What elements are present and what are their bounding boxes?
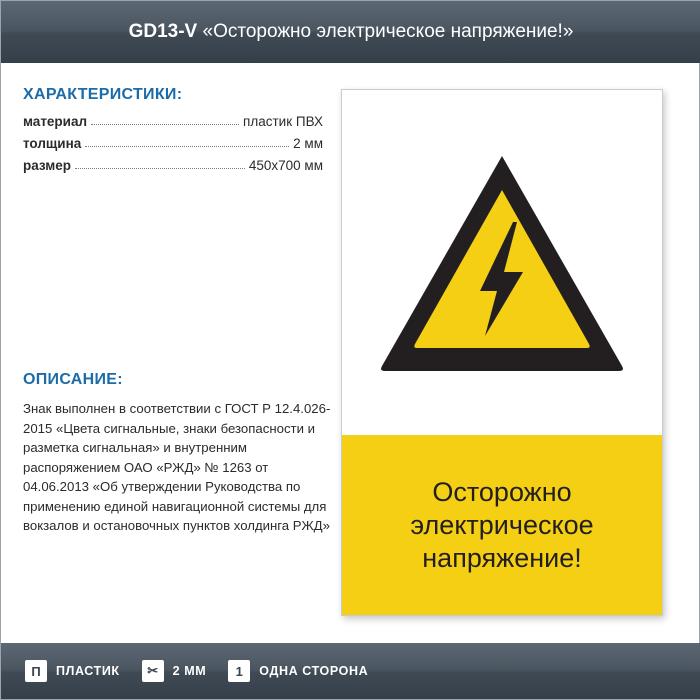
footer-label: 2 ММ bbox=[172, 664, 207, 678]
footer-item-thickness bbox=[142, 660, 207, 682]
spec-value: 450x700 мм bbox=[248, 158, 323, 173]
sign-caption: Осторожно электрическое напряжение! bbox=[410, 476, 594, 573]
footer-label: ПЛАСТИК bbox=[56, 664, 120, 678]
spec-row-size bbox=[23, 158, 323, 173]
sign-pictogram-area bbox=[342, 90, 662, 435]
spec-dot-leader bbox=[91, 123, 239, 125]
spec-value: 2 мм bbox=[293, 136, 323, 151]
product-title: «Осторожно электрическое напряжение!» bbox=[202, 21, 574, 42]
product-code: GD13-V bbox=[128, 21, 198, 42]
spec-dot-leader bbox=[75, 167, 245, 169]
spec-label: размер bbox=[23, 158, 72, 173]
thickness-icon: ✂ bbox=[142, 660, 164, 682]
description-block bbox=[23, 371, 333, 536]
description-title: ОПИСАНИЕ: bbox=[23, 371, 123, 388]
page-title bbox=[129, 21, 574, 43]
footer-item-material bbox=[25, 660, 120, 682]
spec-row-material bbox=[23, 114, 323, 129]
footer-bar bbox=[1, 643, 700, 699]
header-bar bbox=[1, 1, 700, 63]
high-voltage-warning-triangle-icon bbox=[376, 150, 628, 376]
spec-value: пластик ПВХ bbox=[243, 114, 323, 129]
sign-preview[interactable] bbox=[341, 89, 663, 616]
spec-row-thickness bbox=[23, 136, 323, 151]
spec-label: материал bbox=[23, 114, 88, 129]
spec-label: толщина bbox=[23, 136, 82, 151]
one-side-icon: 1 bbox=[228, 660, 250, 682]
spec-dot-leader bbox=[85, 145, 289, 147]
description-text: Знак выполнен в соответствии с ГОСТ Р 12.4.026-2015 «Цвета сигнальные, знаки безопасности и разметка сигнальная» и внутренним распоряжением ОАО «РЖД» № 1263 от 04.06.2013 «Об утверждении Руководства по применению единой навигационной системы для вокзалов и остановочных пунктов холдинга РЖД» bbox=[23, 401, 331, 533]
specifications-block bbox=[23, 86, 323, 180]
specifications-title: ХАРАКТЕРИСТИКИ: bbox=[23, 86, 183, 103]
sign-caption-area bbox=[342, 435, 662, 615]
footer-label: ОДНА СТОРОНА bbox=[259, 664, 369, 678]
plastic-icon: П bbox=[25, 660, 47, 682]
footer-item-sides bbox=[228, 660, 368, 682]
